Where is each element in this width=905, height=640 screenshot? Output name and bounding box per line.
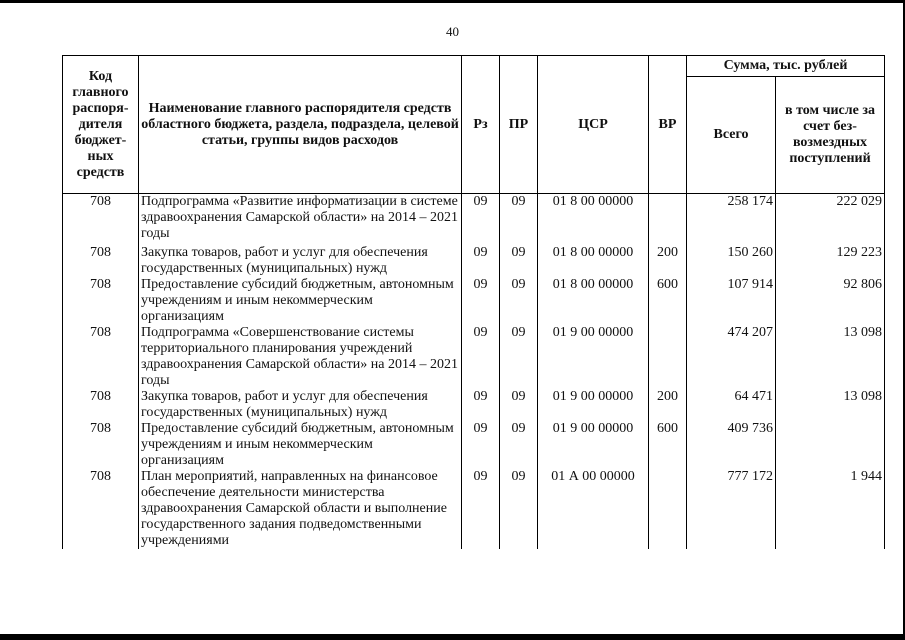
cell-vr: 600: [649, 421, 687, 469]
cell-pr: 09: [500, 469, 538, 549]
cell-name: Закупка товаров, работ и услуг для обеспечения государственных (муниципальных) нужд: [139, 245, 462, 277]
header-csr: ЦСР: [538, 56, 649, 194]
cell-csr: 01 9 00 00000: [538, 325, 649, 389]
table-row: [63, 421, 885, 469]
scan-bottom-border: [0, 634, 905, 640]
cell-code: 708: [63, 469, 139, 549]
cell-free: 222 029: [776, 194, 885, 246]
cell-free: 13 098: [776, 325, 885, 389]
cell-rz: 09: [462, 469, 500, 549]
cell-name: Предоставление субсидий бюджетным, автономным учреждениям и иным некоммерческим организациям: [139, 421, 462, 469]
table-row: [63, 469, 885, 549]
cell-rz: 09: [462, 277, 500, 325]
cell-free: [776, 421, 885, 469]
cell-rz: 09: [462, 194, 500, 246]
cell-pr: 09: [500, 194, 538, 246]
cell-name: Закупка товаров, работ и услуг для обеспечения государственных (муниципальных) нужд: [139, 389, 462, 421]
cell-pr: 09: [500, 389, 538, 421]
header-sum: Сумма, тыс. рублей: [687, 56, 885, 77]
cell-vr: [649, 325, 687, 389]
cell-total: 107 914: [687, 277, 776, 325]
header-total: Всего: [687, 77, 776, 194]
cell-rz: 09: [462, 421, 500, 469]
cell-rz: 09: [462, 245, 500, 277]
cell-total: 474 207: [687, 325, 776, 389]
header-free: в том числе за счет без-возмездных поступлений: [776, 77, 885, 194]
cell-code: 708: [63, 194, 139, 246]
cell-rz: 09: [462, 389, 500, 421]
cell-free: 1 944: [776, 469, 885, 549]
header-name: Наименование главного распорядителя средств областного бюджета, раздела, подраздела, целевой статьи, группы видов расходов: [139, 56, 462, 194]
cell-total: 258 174: [687, 194, 776, 246]
header-vr: ВР: [649, 56, 687, 194]
table-row: [63, 389, 885, 421]
cell-vr: 200: [649, 389, 687, 421]
cell-pr: 09: [500, 245, 538, 277]
cell-pr: 09: [500, 421, 538, 469]
cell-csr: 01 8 00 00000: [538, 245, 649, 277]
header-code: Код главного распоря-дителя бюджет-ных средств: [63, 56, 139, 194]
cell-free: 92 806: [776, 277, 885, 325]
cell-total: 409 736: [687, 421, 776, 469]
cell-rz: 09: [462, 325, 500, 389]
cell-vr: 200: [649, 245, 687, 277]
cell-vr: [649, 194, 687, 246]
cell-total: 64 471: [687, 389, 776, 421]
cell-csr: 01 8 00 00000: [538, 194, 649, 246]
page-number: 40: [446, 24, 459, 39]
cell-name: Подпрограмма «Развитие информатизации в системе здравоохранения Самарской области» на 2014 – 2021 годы: [139, 194, 462, 246]
budget-table: [62, 55, 885, 549]
cell-code: 708: [63, 389, 139, 421]
cell-name: Подпрограмма «Совершенствование системы территориального планирования учреждений здравоохранения Самарской области» на 2014 – 2021 годы: [139, 325, 462, 389]
header-rz: Рз: [462, 56, 500, 194]
cell-code: 708: [63, 325, 139, 389]
table-row: [63, 194, 885, 246]
table-row: [63, 325, 885, 389]
cell-name: Предоставление субсидий бюджетным, автономным учреждениям и иным некоммерческим организациям: [139, 277, 462, 325]
scan-top-border: [0, 0, 905, 3]
cell-vr: [649, 469, 687, 549]
cell-vr: 600: [649, 277, 687, 325]
cell-csr: 01 А 00 00000: [538, 469, 649, 549]
cell-pr: 09: [500, 277, 538, 325]
cell-csr: 01 8 00 00000: [538, 277, 649, 325]
cell-total: 150 260: [687, 245, 776, 277]
cell-csr: 01 9 00 00000: [538, 389, 649, 421]
cell-code: 708: [63, 421, 139, 469]
table-row: [63, 277, 885, 325]
cell-pr: 09: [500, 325, 538, 389]
cell-total: 777 172: [687, 469, 776, 549]
header-pr: ПР: [500, 56, 538, 194]
cell-code: 708: [63, 245, 139, 277]
cell-code: 708: [63, 277, 139, 325]
cell-free: 129 223: [776, 245, 885, 277]
table-row: [63, 245, 885, 277]
cell-name: План мероприятий, направленных на финансовое обеспечение деятельности министерства здравоохранения Самарской области и выполнение государственного задания подведомственными учреждениями: [139, 469, 462, 549]
cell-free: 13 098: [776, 389, 885, 421]
cell-csr: 01 9 00 00000: [538, 421, 649, 469]
